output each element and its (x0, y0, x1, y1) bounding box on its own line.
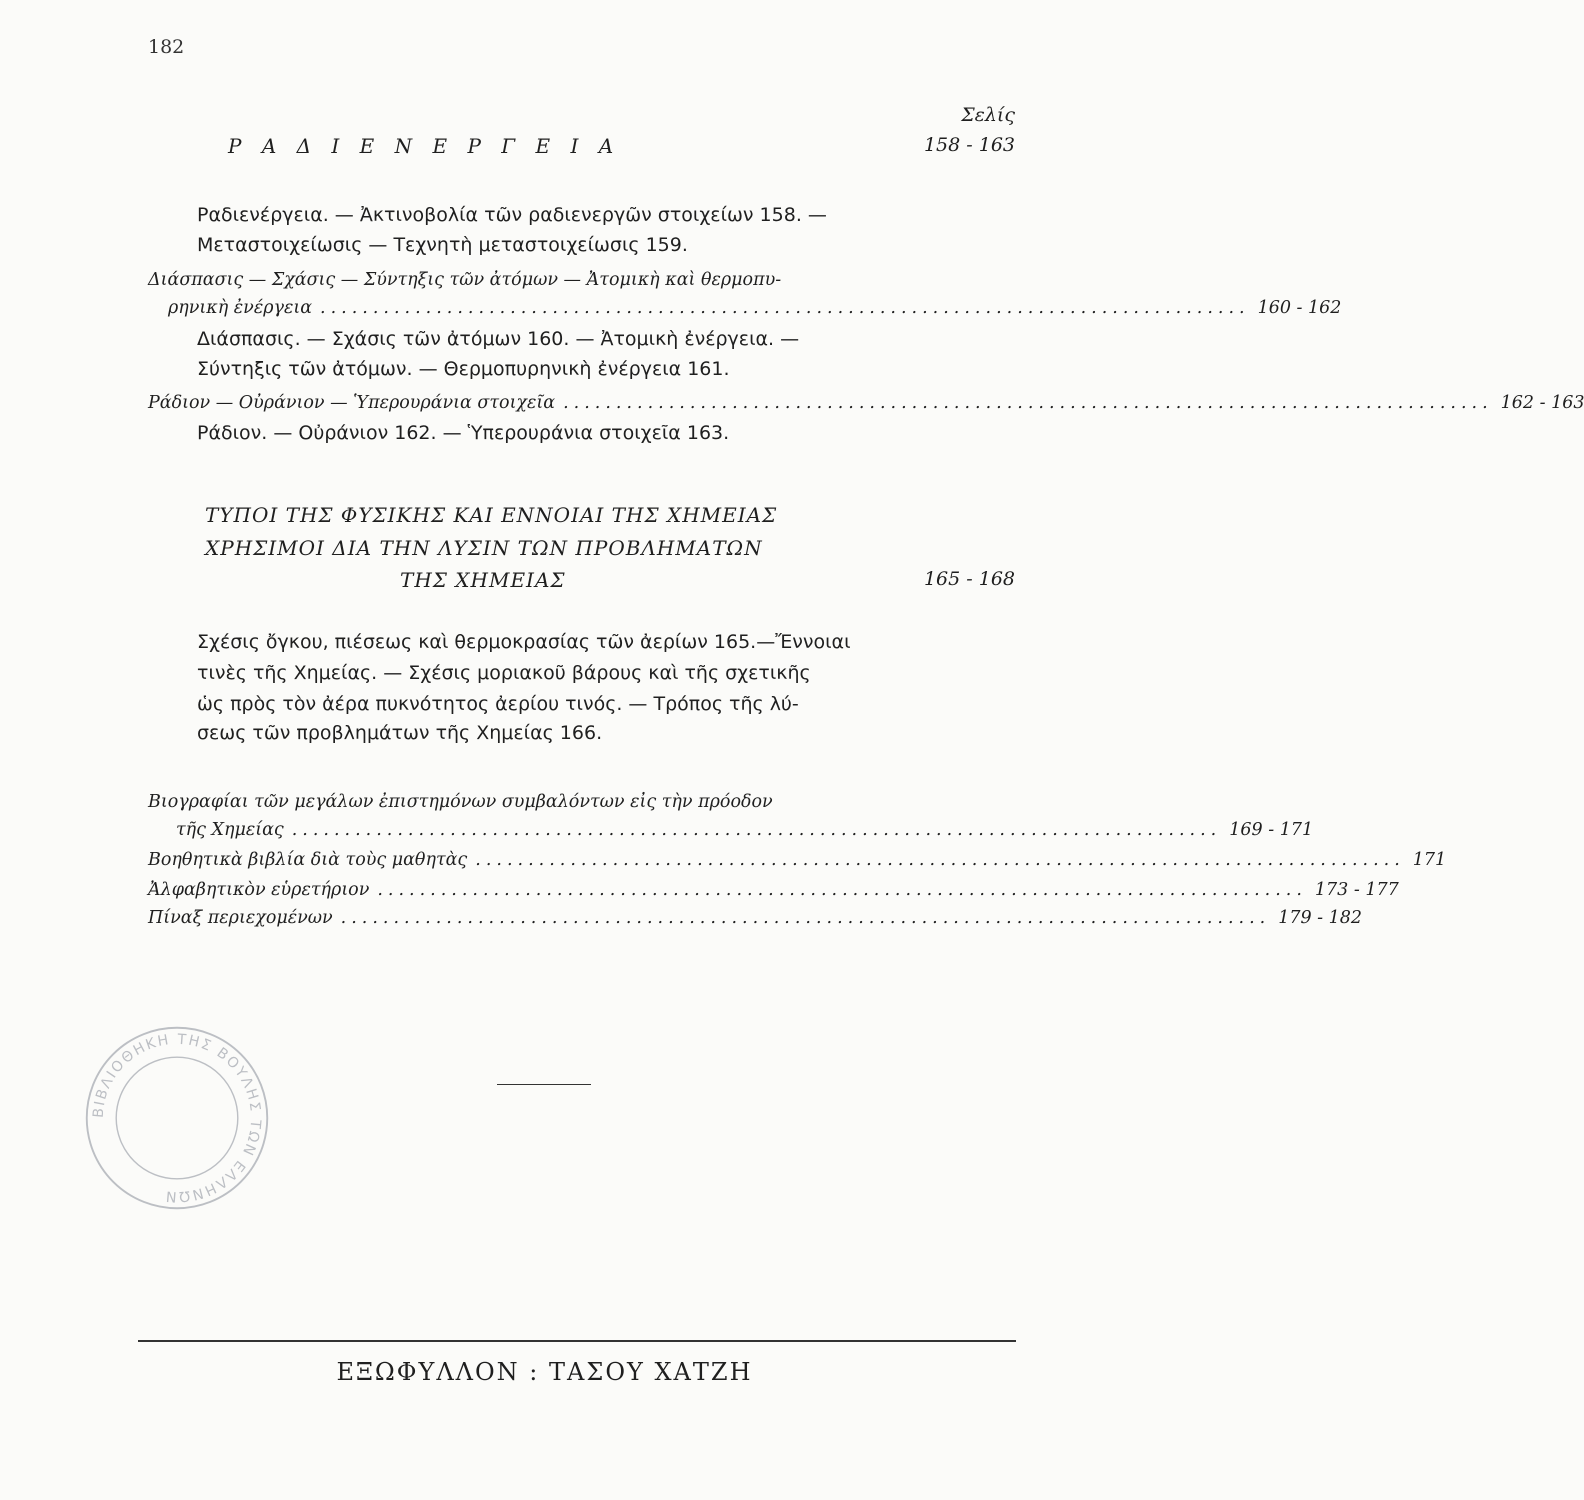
dot-leader: ........................................................................................ (563, 393, 1493, 413)
toc-row (148, 298, 1342, 318)
body-line: Ραδιενέργεια. — Ἀκτινοβολία τῶν ραδιενεργῶν στοιχείων 158. — (197, 204, 827, 226)
toc-row (148, 393, 1584, 413)
page-range: 169 - 171 (1229, 820, 1314, 840)
body-line: Σύντηξις τῶν ἀτόμων. — Θερμοπυρηνικὴ ἐνέργεια 161. (197, 358, 730, 380)
dot-leader: ........................................................................................ (340, 908, 1271, 928)
body-line: ὡς πρὸς τὸν ἀέρα πυκνότητος ἀερίου τινός. — Τρόπος τῆς λύ- (197, 693, 799, 715)
subsection-label: Διάσπασις — Σχάσις — Σύντηξις τῶν ἀτόμων — Ἀτομικὴ καὶ θερμοπυ- (148, 270, 782, 290)
page-number: 182 (148, 36, 185, 58)
toc-entry-label: Ἀλφαβητικὸν εὑρετήριον (148, 880, 370, 900)
page-range: 173 - 177 (1314, 880, 1399, 900)
page-range: 160 - 162 (1257, 298, 1342, 318)
section-title-line: ΤΗΣ ΧΗΜΕΙΑΣ (400, 568, 566, 592)
page-range: 179 - 182 (1278, 908, 1363, 928)
column-header: Σελίς (961, 104, 1015, 126)
short-divider (497, 1084, 591, 1085)
stamp-text: ΒΙΒΛΙΟΘΗΚΗ ΤΗΣ ΒΟΥΛΗΣ ΤΩΝ ΕΛΛΗΝΩΝ (90, 1031, 264, 1205)
page-range: 162 - 163 (1500, 393, 1584, 413)
section-title-line: ΧΡΗΣΙΜΟΙ ΔΙΑ ΤΗΝ ΛΥΣΙΝ ΤΩΝ ΠΡΟΒΛΗΜΑΤΩΝ (205, 536, 763, 560)
footer-divider (138, 1340, 1016, 1342)
page-range: 171 (1412, 850, 1447, 870)
toc-row (148, 880, 1399, 900)
section-title-radioactivity: Ρ Α Δ Ι Ε Ν Ε Ρ Γ Ε Ι Α (228, 134, 621, 158)
toc-row (148, 908, 1363, 928)
body-line: Ράδιον. — Οὐράνιον 162. — Ὑπερουράνια στοιχεῖα 163. (197, 422, 730, 444)
section-title-line: ΤΥΠΟΙ ΤΗΣ ΦΥΣΙΚΗΣ ΚΑΙ ΕΝΝΟΙΑΙ ΤΗΣ ΧΗΜΕΙΑΣ (205, 503, 778, 527)
body-line: Σχέσις ὄγκου, πιέσεως καὶ θερμοκρασίας τῶν ἀερίων 165.—Ἔννοιαι (197, 631, 851, 653)
section-pages: 158 - 163 (923, 134, 1015, 156)
subsection-label: ρηνικὴ ἐνέργεια (168, 298, 313, 318)
body-line: Μεταστοιχείωσις — Τεχνητὴ μεταστοιχείωσις 159. (197, 234, 688, 256)
body-line: σεως τῶν προβλημάτων τῆς Χημείας 166. (197, 722, 603, 744)
toc-entry-label: Βοηθητικὰ βιβλία διὰ τοὺς μαθητὰς (148, 850, 468, 870)
toc-entry-label: Βιογραφίαι τῶν μεγάλων ἐπιστημόνων συμβαλόντων εἰς τὴν πρόοδον (148, 792, 773, 812)
toc-row (148, 820, 1314, 840)
dot-leader: ........................................................................................ (320, 298, 1250, 318)
subsection-label: Ράδιον — Οὐράνιον — Ὑπερουράνια στοιχεῖα (148, 393, 556, 413)
section-pages: 165 - 168 (923, 568, 1015, 590)
library-stamp-icon (82, 1023, 272, 1213)
toc-entry-label: τῆς Χημείας (176, 820, 284, 840)
toc-row (148, 850, 1447, 870)
body-line: Διάσπασις. — Σχάσις τῶν ἀτόμων 160. — Ἀτομικὴ ἐνέργεια. — (197, 328, 800, 350)
dot-leader: ........................................................................................ (291, 820, 1222, 840)
dot-leader: ........................................................................................ (377, 880, 1307, 900)
dot-leader: ........................................................................................ (475, 850, 1405, 870)
body-line: τινὲς τῆς Χημείας. — Σχέσις μοριακοῦ βάρους καὶ τῆς σχετικῆς (197, 662, 811, 684)
cover-credit: ΕΞΩΦΥΛΛΟΝ : ΤΑΣΟΥ ΧΑΤΖΗ (336, 1358, 753, 1386)
toc-entry-label: Πίναξ περιεχομένων (148, 908, 333, 928)
